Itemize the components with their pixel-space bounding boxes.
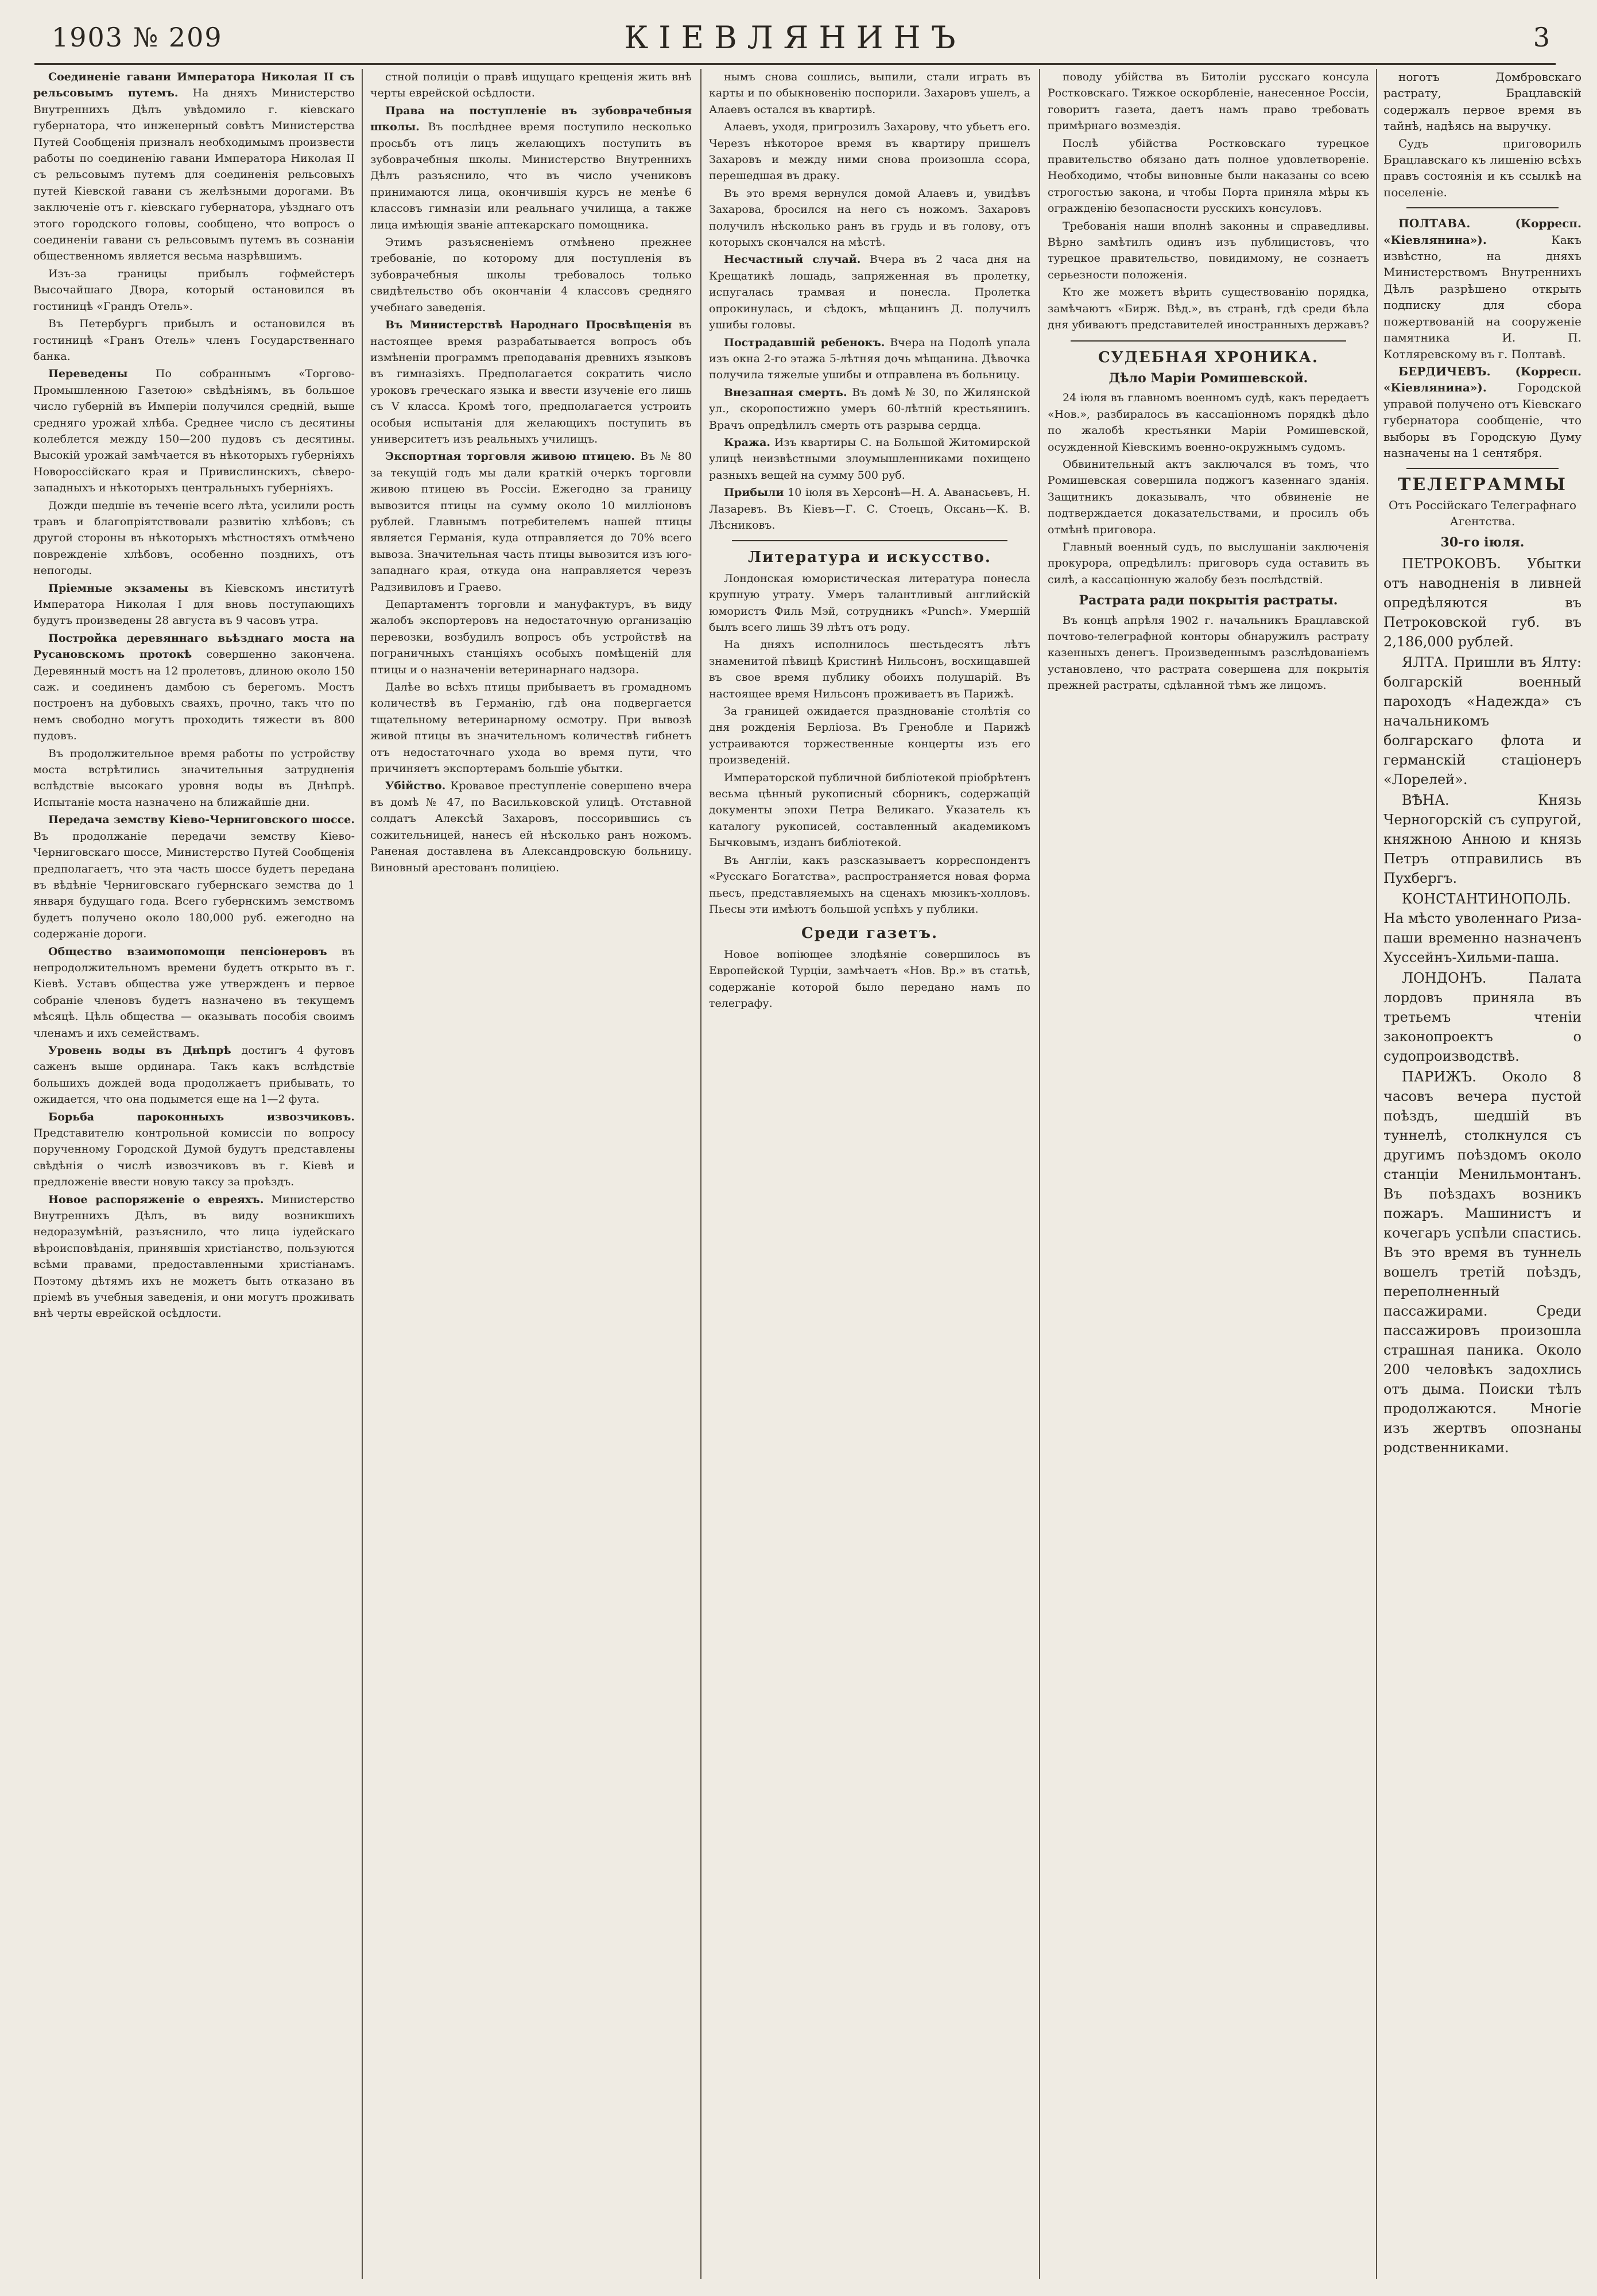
article-text: Изъ-за границы прибылъ гофмейстеръ Высочайшаго Двора, который остановился въ гостиницѣ «Грандъ Отель». <box>33 267 355 313</box>
article-text: Далѣе во всѣхъ птицы прибываетъ въ громадномъ количествѣ въ Германію, гдѣ она подвергается тщательному ветеринарному осмотру. При вывозѣ живой птицы въ значительномъ количествѣ гибнетъ отъ недостаточнаго ухода во время пути, что причиняетъ экспортерамъ большіе убытки. <box>370 681 692 775</box>
article-text: Судъ приговорилъ Брацлавскаго къ лишенію всѣхъ правъ состоянія и къ ссылкѣ на поселеніе. <box>1383 136 1582 199</box>
telegram-city: ЯЛТА. <box>1402 654 1449 670</box>
column-divider <box>1376 69 1377 2279</box>
section-title: СУДЕБНАЯ ХРОНИКА. <box>1098 348 1319 366</box>
article-text: достигъ 4 футовъ саженъ выше ординара. Такъ какъ вслѣдствіе большихъ дождей вода продолжаетъ прибывать, то ожидается, что она подымется еще на 1—2 фута. <box>33 1044 355 1106</box>
telegram-city: ПЕТРОКОВЪ. <box>1402 555 1501 572</box>
article-headline: Внезапная смерть. <box>724 386 847 399</box>
article-headline: Передача земству Кіево-Черниговского шоссе. <box>48 813 355 827</box>
article-headline: Пріемные экзамены <box>48 581 189 595</box>
article <box>709 484 1030 533</box>
telegram-text: Пришли въ Ялту: болгарскій военный пароходъ «Надежда» съ начальникомъ болгарскаго флота и германскій стаціонеръ «Лорелей». <box>1383 654 1582 788</box>
article <box>33 69 355 265</box>
masthead <box>34 16 1556 62</box>
article-headline: Постройка деревяннаго вьѣзднаго моста на Русановскомъ протокѣ <box>33 631 355 661</box>
section-rule <box>732 540 1007 541</box>
telegram-city: ПАРИЖЪ. <box>1402 1068 1476 1085</box>
article-text: въ настоящее время разрабатывается вопросъ объ измѣненіи программъ преподаванія древнихъ языковъ въ гимназіяхъ. Предполагается сократить число уроковъ греческаго языка и ввести изученіе его лишь съ V класса. Кромѣ того, предполагается устроить особыя испытанія для желающихъ поступить въ университетъ изъ реальныхъ училищъ. <box>370 319 692 445</box>
article-text: Въ Англіи, какъ разсказываетъ корреспондентъ «Русскаго Богатства», распространяется новая форма пьесъ, представляемыхъ на сценахъ мюзикъ-холловъ. Пьесы эти имѣютъ большой успѣхъ у публики. <box>709 854 1030 916</box>
article-text: Въ продолжительное время работы по устройству моста встрѣтились значительныя затрудненія вслѣдствіе высокаго уровня воды въ Днѣпрѣ. Испытаніе моста назначено на ближайшіе дни. <box>33 747 355 809</box>
telegram-text: Палата лордовъ приняла въ третьемъ чтеніи законопроектъ о судопроизводствѣ. <box>1383 969 1582 1064</box>
article-text: Императорской публичной библіотекой пріобрѣтенъ весьма цѣнный рукописный сборникъ, содержащій документы эпохи Петра Великаго. Указатель къ каталогу рукописей, составленный академикомъ Бычковымъ, изданъ библіотекой. <box>709 771 1030 850</box>
article-headline: Общество взаимопомощи пенсіонеровъ <box>48 945 327 958</box>
article-headline: Кража. <box>724 436 770 449</box>
article-headline: Соединеніе гавани Императора Николая II съ рельсовымъ путемъ. <box>33 71 355 100</box>
column-divider <box>1039 69 1040 2279</box>
article-text: совершенно закончена. Деревянный мостъ на 12 пролетовъ, длиною около 150 саж. и соединенъ дамбою съ берегомъ. Мостъ построенъ на дубовыхъ сваяхъ, прочно, такъ что по немъ свободно могутъ проходить тяжести въ 800 пудовъ. <box>33 648 355 743</box>
article-text: ноготъ Домбровскаго растрату, Брацлавскій содержалъ первое время въ тайнѣ, надѣясь на выручку. <box>1383 70 1582 133</box>
article-text: Требованія наши вполнѣ законны и справедливы. Вѣрно замѣтилъ одинъ изъ публицистовъ, что турецкое правительство, повидимому, не сознаетъ серьезности положенія. <box>1048 219 1369 281</box>
telegram-city: ЛОНДОНЪ. <box>1402 969 1487 986</box>
article-text: Лондонская юмористическая литература понесла крупную утрату. Умеръ талантливый английскій юмористъ Филь Мэй, сотрудникъ «Punch». Умершій былъ всего лишь 39 лѣтъ отъ роду. <box>709 572 1030 634</box>
article-text: Дожди шедшіе въ теченіе всего лѣта, усилили рость травъ и благопріятствовали развитію хлѣбовъ; съ другой стороны въ нѣкоторыхъ мѣстностяхъ отмѣчено поврежденіе хлѣбовъ, особенно позднихъ, отъ непогоды. <box>33 499 355 577</box>
telegram <box>1383 653 1582 789</box>
article-headline: ПОЛТАВА. (Корресп. «Кіевлянина»). <box>1383 216 1582 247</box>
telegram <box>1383 554 1582 651</box>
article-headline: Прибыли <box>724 486 784 499</box>
article <box>33 1042 355 1108</box>
column-4 <box>1048 69 1369 2279</box>
page-number: 3 <box>1533 22 1550 53</box>
telegram-text: Убытки отъ наводненія в ливней опредѣляются въ Петроковской губ. въ 2,186,000 рублей. <box>1383 555 1582 650</box>
article-text: Обвинительный актъ заключался въ томъ, что Ромишевская совершила поджогъ казеннаго зданія. Защитникъ доказывалъ, что обвиненіе не подтверждается доказательствами, и просилъ объ отмѣнѣ приговора. <box>1048 457 1369 536</box>
article-text: Изъ квартиры С. на Большой Житомирской улицѣ неизвѣстными злоумышленниками похищено разныхъ вещей на сумму 500 руб. <box>709 436 1030 482</box>
telegram <box>1383 1067 1582 1457</box>
article-headline: Въ Министерствѣ Народнаго Просвѣщенія <box>385 319 672 332</box>
telegram <box>1383 790 1582 888</box>
subsection-title: Дѣло Маріи Ромишевской. <box>1108 370 1308 386</box>
article-headline: Экспортная торговля живою птицею. <box>385 450 635 463</box>
section-rule <box>1071 340 1346 342</box>
section-title: Среди газетъ. <box>801 925 939 943</box>
article <box>709 251 1030 333</box>
article-text: Какъ извѣстно, на дняхъ Министерствомъ Внутреннихъ Дѣлъ разрѣшено открыть подписку для сбора пожертвованій на сооруженіе памятника И. П. Котляревскому въ г. Полтавѣ. <box>1383 232 1582 361</box>
article-text: Въ № 80 за текущій годъ мы дали краткій очеркъ торговли живою птицею въ Россіи. Ежегодно за границу вывозится птицы на сумму около 10 милліоновъ рублей. Главнымъ потребителемъ нашей птицы является Германія, куда отправляется до 70% всего вывоза. Значительная часть птицы вывозится изъ юго-западнаго края, откуда она направляется черезъ Радзивиловъ и Граево. <box>370 450 692 594</box>
article-headline: Пострадавшій ребенокъ. <box>724 336 885 349</box>
telegrams-list <box>1383 554 1582 1457</box>
column-3 <box>709 69 1030 2279</box>
column-5 <box>1383 69 1582 2279</box>
article-text: Представителю контрольной комиссіи по вопросу порученному Городской Думой будутъ представлены свѣдѣнія о числѣ извозчиковъ въ г. Кіевѣ и предложеніе ввести новую таксу за проѣздъ. <box>33 1127 355 1189</box>
article-text: Алаевъ, уходя, пригрозилъ Захарову, что убьетъ его. Черезъ нѣкоторое время въ квартиру пришелъ Захаровъ и между ними снова произошла ссора, перешедшая въ драку. <box>709 121 1030 183</box>
article-text: 24 іюля въ главномъ военномъ судѣ, какъ передаетъ «Нов.», разбиралось въ кассаціонномъ порядкѣ дѣло по жалобѣ крестьянки Маріи Ромишевской, осужденной Кіевскимъ военно-окружнымъ судомъ. <box>1048 391 1369 453</box>
column-divider <box>700 69 701 2279</box>
article-headline: Новое распоряженіе о евреяхъ. <box>48 1193 264 1206</box>
article <box>370 103 692 233</box>
article-headline: Переведены <box>48 367 128 381</box>
article-text: На дняхъ Министерство Внутреннихъ Дѣлъ увѣдомило г. кіевскаго губернатора, что инженерный совѣтъ Министерства Путей Сообщенія призналъ необходимымъ произвести работы по соединенію гавани Императора Николая II съ рельсовымъ путемъ для соединенія рельсовыхъ путей Кіевской гавани съ желѣзными дорогами. Въ заключеніе отъ г. кіевскаго губернатора, уѣзднаго отъ этого городского головы, сообщено, что вопросъ о соединеніи гавани съ рельсовымъ путемъ въ сознаніи общественномъ является весьма назрѣвшимъ. <box>33 87 355 263</box>
article-text: Кровавое преступленіе совершено вчера въ домѣ № 47, по Васильковской улицѣ. Отставной солдатъ Алексѣй Захаровъ, поссорившись съ сожительницей, нанесъ ей нѣсколько ранъ ножомъ. Раненая доставлена въ Александровскую больницу. Виновный арестованъ полиціею. <box>370 779 692 874</box>
article-text: Кто же можетъ вѣрить существованію порядка, замѣчаютъ «Бирж. Вѣд.», въ странѣ, гдѣ среди бѣла дня убиваютъ представителей иностранныхъ державъ? <box>1048 286 1369 332</box>
article <box>370 778 692 875</box>
section-title: Литература и искусство. <box>748 549 991 567</box>
article <box>1383 215 1582 362</box>
article <box>33 944 355 1041</box>
article-text: Въ домѣ № 30, по Жилянской ул., скоропостижно умеръ 60-лѣтній крестьянинъ. Врачъ опредѣлилъ смерть отъ разрыва сердца. <box>709 386 1030 432</box>
section-rule <box>1406 468 1559 469</box>
article <box>709 335 1030 383</box>
article-text: поводу убійства въ Битоліи русскаго консула Ростковскаго. Тяжкое оскорбленіе, нанесенное Россіи, говоритъ газета, даетъ намъ право требовать примѣрнаго возмездія. <box>1048 71 1369 133</box>
article <box>33 580 355 629</box>
telegram <box>1383 889 1582 967</box>
article-text: Министерство Внутреннихъ Дѣлъ, въ виду возникшихъ недоразумѣній, разъяснило, что лица іудейскаго вѣроисповѣданія, принявшія христіанство, пользуются всѣми правами, предоставленными христіанамъ. Поэтому дѣтямъ ихъ не можетъ быть отказано въ пріемѣ въ учебныя заведенія, и они могутъ проживать внѣ черты еврейской осѣдлости. <box>33 1193 355 1320</box>
article-text: Вчера на Подолѣ упала изъ окна 2-го этажа 5-лѣтняя дочь мѣщанина. Дѣвочка получила тяжелые ушибы и отправлена въ больницу. <box>709 336 1030 382</box>
article-headline: Уровень воды въ Днѣпрѣ <box>48 1044 231 1057</box>
article-text: стной полиціи о правѣ ищущаго крещенія жить внѣ черты еврейской осѣдлости. <box>370 71 692 100</box>
column-divider <box>362 69 363 2279</box>
telegram-text: Князь Черногорскій съ супругой, княжною Анною и князь Петръ отправились въ Пухбергъ. <box>1383 792 1582 886</box>
article <box>709 385 1030 433</box>
newspaper-title: КІЕВЛЯНИНЪ <box>624 20 966 56</box>
article-text: За границей ожидается празднованіе столѣтія со дня рожденія Берліоза. Въ Гренобле и Парижѣ устраиваются торжественные концерты изъ его произведеній. <box>709 705 1030 767</box>
article-text: Департаментъ торговли и мануфактуръ, въ виду жалобъ экспортеровъ на недостаточную организацію перевозки, возбудилъ вопросъ объ устройствѣ на пограничныхъ станціяхъ особыхъ помѣщеній для птицы и о назначеніи ветеринарнаго надзора. <box>370 598 692 676</box>
article-text: нымъ снова сошлись, выпили, стали играть въ карты и по обыкновенію поспорили. Захаровъ ушелъ, а Алаевъ остался въ квартирѣ. <box>709 71 1030 116</box>
telegram-city: ВѢНА. <box>1402 792 1449 808</box>
article <box>1383 363 1582 461</box>
article <box>33 1109 355 1190</box>
article <box>33 630 355 744</box>
article-headline: Несчастный случай. <box>724 253 861 266</box>
article-text: На дняхъ исполнилось шестьдесятъ лѣтъ знаменитой пѣвицѣ Кристинѣ Нильсонъ, восхищавшей въ свое время публику обоихъ полушарій. Въ настоящее время Нильсонъ проживаетъ въ Парижѣ. <box>709 638 1030 700</box>
article-text: 10 іюля въ Херсонѣ—Н. А. Аванасьевъ, Н. Лазаревъ. Въ Кіевъ—Г. С. Стоецъ, Оксань—К. В. Лѣсниковъ. <box>709 486 1030 532</box>
article-text: Въ концѣ апрѣля 1902 г. начальникъ Брацлавской почтово-телеграфной конторы обнаружилъ растрату казенныхъ денегъ. Произведеннымъ разслѣдованіемъ установлено, что растрата совершена для покрытія прежней растраты, сдѣланной тѣмъ же лицомъ. <box>1048 614 1369 692</box>
article <box>33 366 355 496</box>
article-text: Послѣ убійства Ростковскаго турецкое правительство обязано дать полное удовлетвореніе. Необходимо, чтобы виновные были наказаны со всею строгостью закона, и чтобы Порта приняла мѣры къ огражденію безопасности русскихъ консуловъ. <box>1048 137 1369 215</box>
telegrams-title: ТЕЛЕГРАММЫ <box>1398 475 1567 495</box>
article <box>370 448 692 595</box>
article <box>33 812 355 942</box>
telegram <box>1383 968 1582 1066</box>
telegram-text: Около 8 часовъ вечера пустой поѣздъ, шедшій въ туннелѣ, столкнулся съ другимъ поѣздомъ около станціи Менильмонтанъ. Въ поѣздахъ возникъ пожаръ. Машинистъ и кочегаръ успѣли спастись. Въ это время въ туннель вошелъ третій поѣздъ, переполненный пассажирами. Среди пассажировъ произошла страшная паника. Около 200 человѣкъ задохлись отъ дыма. Поиски тѣлъ продолжаются. Многіе изъ жертвъ опознаны родственниками. <box>1383 1068 1582 1456</box>
column-2 <box>370 69 692 2279</box>
article-headline: Борьба пароконныхъ извозчиковъ. <box>48 1110 355 1123</box>
article-text: Этимъ разъясненіемъ отмѣнено прежнее требованіе, по которому для поступленія въ зубоврачебныя школы требовалось только свидѣтельство объ окончаніи 4 классовъ средняго учебнаго заведенія. <box>370 236 692 314</box>
article-text: въ непродолжительномъ времени будетъ открыто въ г. Кіевѣ. Уставъ общества уже утвержденъ и первое собраніе членовъ будетъ назначено въ текущемъ мѣсяцѣ. Цѣль общества — оказывать пособія своимъ членамъ и ихъ семействамъ. <box>33 945 355 1040</box>
telegrams-agency: Отъ Россійскаго Телеграфнаго Агентства. <box>1388 498 1577 529</box>
subsection-title: Растрата ради покрытія растраты. <box>1079 593 1338 608</box>
article-text: въ Кіевскомъ институтѣ Императора Николая I для вновь поступающихъ будутъ произведены 28 августа въ 9 часовъ утра. <box>33 581 355 627</box>
section-rule <box>1406 207 1559 208</box>
article-headline: Убійство. <box>385 779 446 793</box>
article-text: По собраннымъ «Торгово-Промышленною Газетою» свѣдѣніямъ, въ большое число губерній въ Имперіи получился средній, выше средняго урожай хлѣба. Среднее число съ десятины колеблется между 150—200 пудовъ съ десятины. Высокій урожай замѣчается въ нѣкоторыхъ губерніяхъ Новороссійскаго края и Привислинскихъ, сѣверо-западныхъ и нѣкоторыхъ центральныхъ губерніяхъ. <box>33 367 355 495</box>
article-text: Главный военный судъ, по выслушаніи заключенія прокурора, опредѣлилъ: приговоръ суда оставить въ силѣ, а кассаціонную жалобу безъ послѣдствій. <box>1048 540 1369 586</box>
article <box>709 435 1030 483</box>
telegram-text: На мѣсто уволеннаго Риза-паши временно назначенъ Хуссейнъ-Хильми-паша. <box>1383 910 1582 965</box>
masthead-rule <box>34 63 1556 65</box>
article-text: Городской управой получено отъ Кіевскаго губернатора сообщеніе, что выборы въ Городскую Думу назначены на 1 сентября. <box>1383 381 1582 460</box>
article-text: Въ это время вернулся домой Алаевъ и, увидѣвъ Захарова, бросился на него съ ножомъ. Захаровъ получилъ нѣсколько ранъ въ грудь и въ голову, отъ которыхъ скончался на мѣстѣ. <box>709 187 1030 249</box>
article-text: Вчера въ 2 часа дня на Крещатикѣ лошадь, запряженная въ пролетку, испугалась трамвая и понесла. Пролетка опрокинулась, и сѣдокъ, мѣщанинъ Д. получилъ ушибы головы. <box>709 253 1030 332</box>
article-text: Новое вопіющее злодѣяніе совершилось въ Европейской Турціи, замѣчаетъ «Нов. Вр.» въ статьѣ, содержаніе которой было передано намъ по телеграфу. <box>709 948 1030 1010</box>
article-headline: БЕРДИЧЕВЪ. (Корресп. «Кіевлянина»). <box>1383 364 1582 395</box>
article-headline: Права на поступленіе въ зубоврачебныя школы. <box>370 104 692 134</box>
article-text: Въ Петербургъ прибылъ и остановился въ гостиницѣ «Гранъ Отель» членъ Государственнаго банка. <box>33 317 355 363</box>
article <box>370 317 692 447</box>
article-text: Въ послѣднее время поступило несколько просьбъ отъ лицъ желающихъ поступить въ зубоврачебныя школы. Министерство Внутреннихъ Дѣлъ разъяснило, что въ число учениковъ принимаются лица, окончившія курсъ не менѣе 6 классовъ гимназіи или реальнаго училища, а также лица имѣющія званіе аптекарскаго помощника. <box>370 121 692 231</box>
telegrams-date: 30-го іюля. <box>1440 534 1525 550</box>
article-text: Въ продолжаніе передачи земству Кіево-Черниговскаго шоссе, Министерство Путей Сообщенія предполагаетъ, что эта часть шоссе будетъ передана въ вѣдѣніе Черниговскаго губернскаго земства до 1 января будущаго года. Всего губернскимъ земствомъ будетъ получено около 180,000 руб. ежегодно на содержаніе дороги. <box>33 829 355 941</box>
article <box>33 1192 355 1322</box>
issue-number: 1903 № 209 <box>52 22 223 53</box>
telegram-city: КОНСТАНТИНОПОЛЬ. <box>1402 890 1571 907</box>
column-1 <box>33 69 355 2279</box>
